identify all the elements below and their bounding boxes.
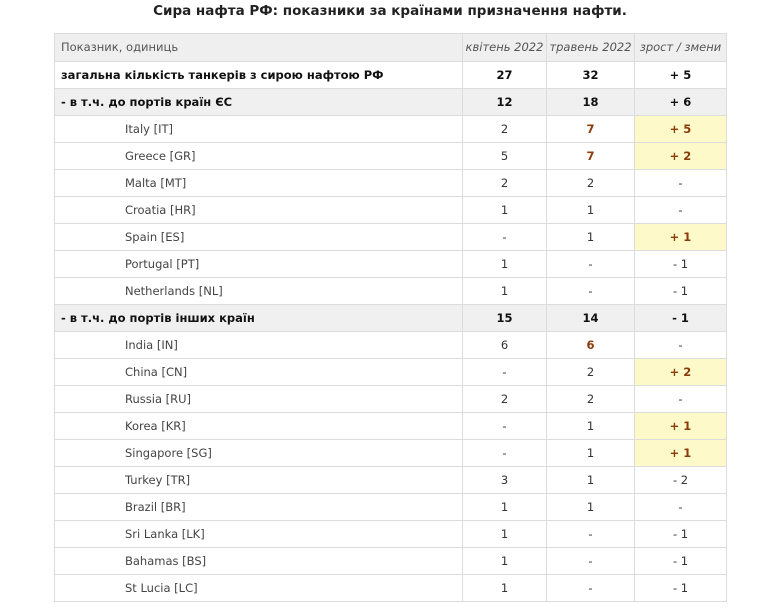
country-row [55,116,727,143]
april-value: 1 [463,251,547,278]
row-label: St Lucia [LC] [55,575,463,602]
row-label: Greece [GR] [55,143,463,170]
country-row [55,143,727,170]
row-label: China [CN] [55,359,463,386]
table-body [55,62,727,602]
country-row [55,197,727,224]
may-value: - [547,521,635,548]
may-value: 1 [547,467,635,494]
row-label: - в т.ч. до портів країн ЄС [55,89,463,116]
row-label: Singapore [SG] [55,440,463,467]
april-value: 1 [463,575,547,602]
change-value: + 1 [635,440,727,467]
total-row [55,62,727,89]
country-row [55,386,727,413]
header-april-2022: квітень 2022 [463,34,547,62]
header-change: зрост / змени [635,34,727,62]
april-value: - [463,440,547,467]
april-value: - [463,224,547,251]
row-label: Italy [IT] [55,116,463,143]
row-label: Malta [MT] [55,170,463,197]
row-label: Netherlands [NL] [55,278,463,305]
change-value: + 5 [635,62,727,89]
april-value: - [463,359,547,386]
change-value: + 2 [635,359,727,386]
may-value: 1 [547,413,635,440]
may-value: 1 [547,224,635,251]
may-value: 2 [547,386,635,413]
april-value: 12 [463,89,547,116]
may-value: - [547,251,635,278]
april-value: 2 [463,170,547,197]
row-label: Croatia [HR] [55,197,463,224]
row-label: - в т.ч. до портів інших країн [55,305,463,332]
may-value: - [547,548,635,575]
may-value: 14 [547,305,635,332]
change-value: - [635,386,727,413]
header-indicator: Показник, одиниць [55,34,463,62]
change-value: - 2 [635,467,727,494]
row-label: Turkey [TR] [55,467,463,494]
row-label: загальна кількість танкерів з сирою нафтою РФ [55,62,463,89]
page-title: Сира нафта РФ: показники за країнами призначення нафти. [153,3,627,19]
row-label: Brazil [BR] [55,494,463,521]
country-row [55,575,727,602]
may-value: 7 [547,116,635,143]
april-value: - [463,413,547,440]
country-row [55,251,727,278]
may-value: 32 [547,62,635,89]
country-row [55,170,727,197]
row-label: Russia [RU] [55,386,463,413]
table-header-row [55,34,727,62]
country-row [55,494,727,521]
country-row [55,332,727,359]
header-may-2022: травень 2022 [547,34,635,62]
country-row [55,359,727,386]
row-label: Sri Lanka [LK] [55,521,463,548]
change-value: - 1 [635,575,727,602]
april-value: 5 [463,143,547,170]
change-value: - 1 [635,305,727,332]
may-value: - [547,575,635,602]
april-value: 1 [463,548,547,575]
row-label: India [IN] [55,332,463,359]
april-value: 15 [463,305,547,332]
change-value: - 1 [635,278,727,305]
may-value: 7 [547,143,635,170]
april-value: 3 [463,467,547,494]
country-row [55,278,727,305]
country-row [55,413,727,440]
row-label: Bahamas [BS] [55,548,463,575]
april-value: 27 [463,62,547,89]
april-value: 1 [463,197,547,224]
april-value: 1 [463,521,547,548]
change-value: + 6 [635,89,727,116]
may-value: 2 [547,170,635,197]
change-value: - [635,494,727,521]
change-value: + 2 [635,143,727,170]
may-value: 18 [547,89,635,116]
country-row [55,440,727,467]
may-value: 6 [547,332,635,359]
april-value: 6 [463,332,547,359]
change-value: - [635,170,727,197]
april-value: 2 [463,116,547,143]
may-value: 1 [547,440,635,467]
country-row [55,467,727,494]
country-row [55,521,727,548]
change-value: + 1 [635,224,727,251]
may-value: 2 [547,359,635,386]
april-value: 2 [463,386,547,413]
row-label: Korea [KR] [55,413,463,440]
change-value: - 1 [635,548,727,575]
group-row [55,89,727,116]
change-value: + 5 [635,116,727,143]
change-value: - 1 [635,521,727,548]
may-value: - [547,278,635,305]
change-value: - [635,332,727,359]
change-value: - [635,197,727,224]
may-value: 1 [547,494,635,521]
destinations-table [54,33,727,602]
country-row [55,548,727,575]
group-row [55,305,727,332]
change-value: + 1 [635,413,727,440]
april-value: 1 [463,278,547,305]
change-value: - 1 [635,251,727,278]
row-label: Spain [ES] [55,224,463,251]
country-row [55,224,727,251]
row-label: Portugal [PT] [55,251,463,278]
may-value: 1 [547,197,635,224]
april-value: 1 [463,494,547,521]
